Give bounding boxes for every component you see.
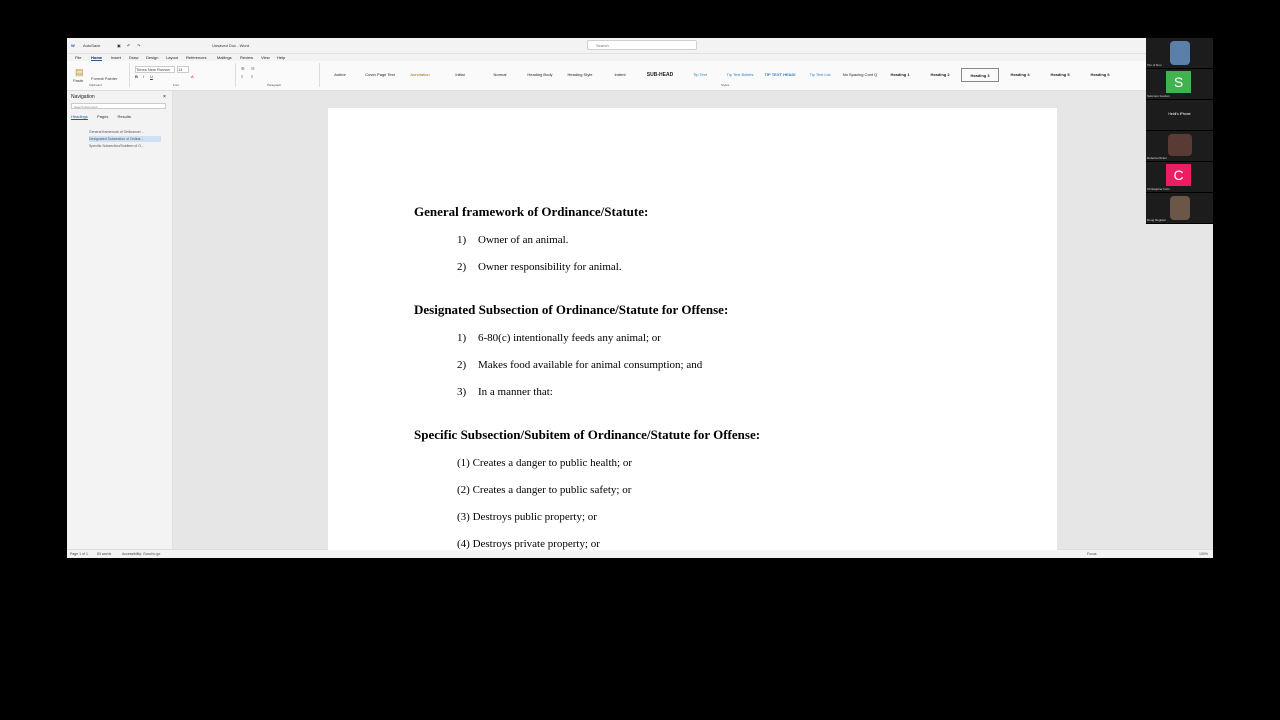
navigation-pane: [67, 91, 173, 551]
styles-group: [321, 63, 1139, 87]
save-icon[interactable]: ▣: [117, 43, 121, 48]
status-bar: [67, 549, 1213, 558]
navigation-title: Navigation: [71, 94, 95, 100]
paragraph-label: Paragraph: [267, 83, 282, 87]
list-text: Owner responsibility for animal.: [478, 261, 622, 273]
italic-button[interactable]: I: [143, 74, 145, 79]
redo-icon[interactable]: ↷: [137, 43, 141, 48]
paste-icon[interactable]: ▤: [75, 67, 84, 77]
tab-file[interactable]: File: [75, 55, 82, 60]
font-group: [131, 63, 236, 87]
list-number: 1): [457, 234, 467, 246]
undo-icon[interactable]: ↶: [127, 43, 131, 48]
font-color-icon[interactable]: A: [191, 74, 194, 79]
format-painter-button[interactable]: Format Painter: [91, 76, 118, 81]
paragraph-group: [237, 63, 320, 87]
tab-layout[interactable]: Layout: [166, 55, 179, 60]
style-heading-body[interactable]: Heading Body: [527, 72, 553, 77]
navigation-tabs: [71, 114, 139, 119]
style-initial[interactable]: Initial: [455, 72, 465, 77]
participant-tile[interactable]: [1146, 162, 1213, 193]
focus-button[interactable]: Focus: [1087, 552, 1097, 556]
participant-video: [1168, 134, 1192, 156]
nav-heading-item[interactable]: Specific Subsection/Subitem of O...: [89, 144, 144, 148]
accessibility-status[interactable]: Accessibility: Good to go: [122, 552, 161, 556]
list-number: 2): [457, 359, 467, 371]
tab-headings[interactable]: Headings: [71, 114, 88, 119]
list-number: 3): [457, 386, 467, 398]
word-logo-icon: W: [71, 43, 75, 48]
numbering-icon[interactable]: ☷: [251, 66, 255, 71]
participant-tile[interactable]: [1146, 38, 1213, 69]
participant-name: Tim of Doo: [1147, 63, 1162, 67]
page-count: Page 1 of 1: [70, 552, 88, 556]
tab-insert[interactable]: Insert: [111, 55, 122, 60]
list-text: Makes food available for animal consumption; and: [478, 359, 703, 371]
tab-review[interactable]: Review: [240, 55, 254, 60]
style-heading-2[interactable]: Heading 2: [930, 72, 950, 77]
style-heading-5[interactable]: Heading 5: [1050, 72, 1070, 77]
participant-panel: [1146, 38, 1213, 222]
style-indent[interactable]: Indent: [614, 72, 626, 77]
participant-tile[interactable]: [1146, 100, 1213, 131]
clipboard-group: [69, 63, 130, 87]
list-item: (4) Destroys private property; or: [457, 538, 600, 550]
search-input[interactable]: Search: [587, 40, 697, 50]
bullets-icon[interactable]: ☰: [241, 66, 245, 71]
bold-button[interactable]: B: [135, 74, 138, 79]
list-text: Owner of an animal.: [478, 234, 569, 246]
navigation-search-input[interactable]: Search document: [71, 103, 166, 109]
participant-video: [1170, 41, 1190, 65]
font-name-select[interactable]: Times New Roman: [135, 66, 175, 73]
list-number: 2): [457, 261, 467, 273]
style-author[interactable]: Author: [334, 72, 346, 77]
ribbon: [67, 61, 1147, 91]
participant-avatar: C: [1166, 164, 1191, 186]
style-normal[interactable]: Normal: [493, 72, 507, 77]
style-heading-4[interactable]: Heading 4: [1010, 72, 1030, 77]
participant-avatar: S: [1166, 71, 1191, 93]
list-text: In a manner that:: [478, 386, 553, 398]
font-label: Font: [173, 83, 180, 87]
underline-button[interactable]: U: [150, 74, 153, 79]
nav-heading-item[interactable]: Designated Subsection of Ordina...: [89, 136, 161, 142]
style-sub-head[interactable]: SUB-HEAD: [646, 72, 674, 78]
document-page[interactable]: [328, 108, 1057, 550]
participant-name: Solomon Gordon: [1147, 94, 1170, 98]
title-bar: [67, 38, 1147, 54]
clipboard-label: Clipboard: [89, 83, 102, 87]
list-item: (3) Destroys public property; or: [457, 511, 597, 523]
section-heading: General framework of Ordinance/Statute:: [414, 204, 649, 219]
style-tip-text[interactable]: Tip Text: [693, 72, 707, 77]
list-item: (1) Creates a danger to public health; or: [457, 457, 633, 469]
section-heading: Designated Subsection of Ordinance/Statute for Offense:: [414, 302, 729, 317]
style-tip-text-head[interactable]: TIP TEXT HEADI: [764, 72, 796, 77]
tab-mailings[interactable]: Mailings: [217, 55, 232, 60]
participant-tile[interactable]: [1146, 131, 1213, 162]
style-tip-text-bullets[interactable]: Tip Text Bullets: [726, 72, 754, 77]
style-tip-text-list[interactable]: Tip Text List: [809, 72, 831, 77]
list-item: (2) Creates a danger to public safety; or: [457, 484, 632, 496]
style-heading-6[interactable]: Heading 6: [1090, 72, 1110, 77]
participant-tile[interactable]: [1146, 69, 1213, 100]
word-count: 83 words: [97, 552, 112, 556]
align-center-icon[interactable]: ≡: [251, 74, 254, 79]
paste-button[interactable]: Paste: [73, 78, 84, 83]
style-heading-1[interactable]: Heading 1: [890, 72, 910, 77]
participant-name: Roberta Ricker: [1147, 156, 1168, 160]
tab-results[interactable]: Results: [117, 114, 131, 119]
styles-label: Styles: [721, 83, 730, 87]
style-heading-style[interactable]: Heading Style: [567, 72, 593, 77]
tab-references[interactable]: References: [186, 55, 207, 60]
close-icon[interactable]: ×: [163, 94, 166, 100]
section-heading: Specific Subsection/Subitem of Ordinance/Statute for Offense:: [414, 427, 761, 442]
tab-view[interactable]: View: [261, 55, 270, 60]
autosave-toggle[interactable]: AutoSave: [83, 43, 101, 48]
document-title: Unsaved Doc - Word: [212, 43, 250, 48]
tab-home[interactable]: Home: [91, 55, 103, 60]
style-heading-3[interactable]: Heading 3: [961, 68, 999, 82]
font-size-select[interactable]: 14: [177, 66, 189, 73]
zoom-level[interactable]: 100%: [1199, 552, 1208, 556]
participant-name: Heidi's iPhone: [1168, 112, 1191, 116]
style-no-spacing[interactable]: No Spacing Cont Q: [842, 72, 878, 77]
nav-heading-item[interactable]: General framework of Ordinance/...: [89, 130, 144, 134]
style-cover-page-text[interactable]: Cover Page Text: [365, 72, 395, 77]
align-left-icon[interactable]: ≡: [241, 74, 244, 79]
list-text: 6-80(c) intentionally feeds any animal; or: [478, 332, 661, 344]
style-annotation[interactable]: Annotation: [410, 72, 430, 77]
tab-help[interactable]: Help: [277, 55, 286, 60]
tab-draw[interactable]: Draw: [129, 55, 139, 60]
menu-bar: [67, 54, 1147, 61]
participant-video: [1170, 196, 1190, 220]
participant-tile[interactable]: [1146, 193, 1213, 224]
tab-design[interactable]: Design: [146, 55, 159, 60]
participant-name: Christopher Irwin: [1147, 187, 1170, 191]
tab-pages[interactable]: Pages: [97, 114, 109, 119]
participant-name: Doug Register: [1147, 218, 1167, 222]
list-number: 1): [457, 332, 467, 344]
